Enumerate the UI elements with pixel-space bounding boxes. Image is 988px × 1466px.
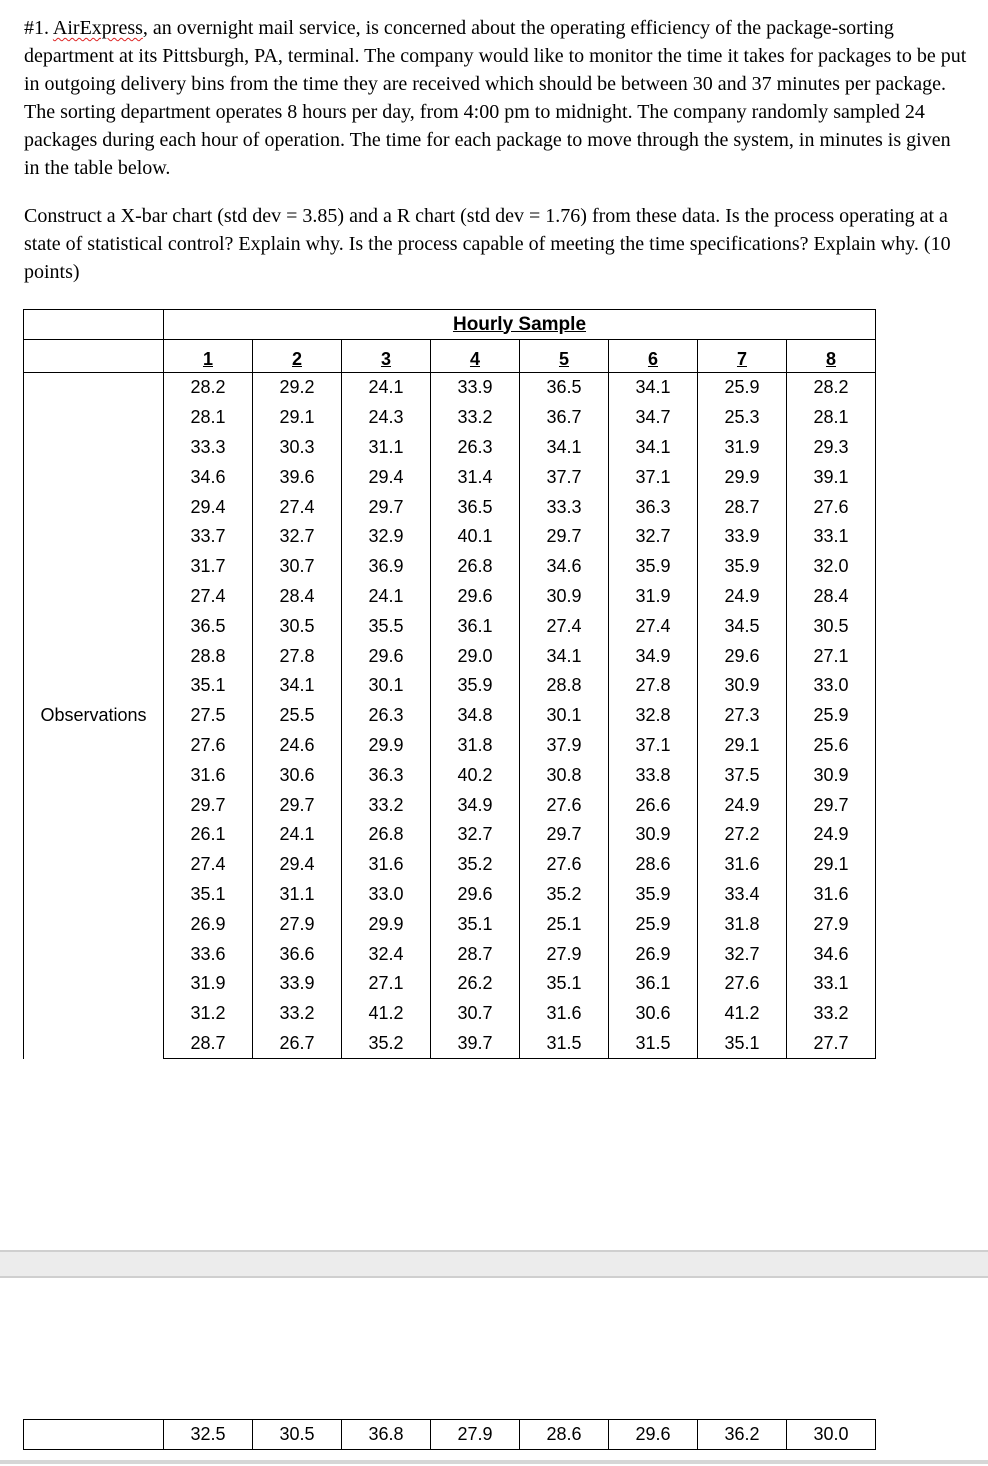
sample-number-cell	[787, 340, 876, 373]
hourly-sample-header	[164, 310, 876, 340]
observation-cell: 32.0	[787, 552, 876, 582]
summary-cell: 36.8	[342, 1420, 431, 1450]
observation-cell: 35.9	[609, 552, 698, 582]
observation-cell: 31.6	[698, 850, 787, 880]
observation-cell: 27.6	[698, 969, 787, 999]
sample-number: 2	[291, 349, 302, 369]
observation-cell: 27.6	[520, 790, 609, 820]
observation-cell: 33.2	[787, 999, 876, 1029]
observation-cell: 39.1	[787, 462, 876, 492]
observation-cell: 24.1	[253, 820, 342, 850]
observation-cell: 37.5	[698, 760, 787, 790]
observation-cell: 33.9	[431, 373, 520, 403]
observation-cell: 34.6	[520, 552, 609, 582]
sample-number-cell	[520, 340, 609, 373]
observation-cell: 32.9	[342, 522, 431, 552]
observation-cell: 27.6	[787, 492, 876, 522]
observation-cell: 28.4	[253, 582, 342, 612]
observation-cell: 33.6	[164, 939, 253, 969]
observation-cell: 34.7	[609, 403, 698, 433]
header-corner-cell	[24, 310, 164, 340]
observations-table	[23, 309, 876, 1059]
observation-cell: 36.5	[431, 492, 520, 522]
observation-cell: 26.8	[431, 552, 520, 582]
observation-cell: 34.8	[431, 701, 520, 731]
observation-cell: 27.4	[520, 611, 609, 641]
observation-cell: 28.8	[164, 641, 253, 671]
observation-cell: 24.9	[787, 820, 876, 850]
bottom-separator	[0, 1460, 988, 1464]
observation-cell: 37.1	[609, 462, 698, 492]
observation-cell: 35.1	[698, 1029, 787, 1059]
sample-number: 4	[469, 349, 480, 369]
observation-cell: 36.6	[253, 939, 342, 969]
observation-cell: 26.8	[342, 820, 431, 850]
observation-cell: 37.7	[520, 462, 609, 492]
observation-cell: 36.5	[164, 611, 253, 641]
observation-cell: 26.3	[342, 701, 431, 731]
observation-cell: 31.9	[698, 433, 787, 463]
observation-cell: 27.1	[342, 969, 431, 999]
summary-cell: 27.9	[431, 1420, 520, 1450]
observation-cell: 29.9	[698, 462, 787, 492]
observation-cell: 34.5	[698, 611, 787, 641]
observation-cell: 31.6	[787, 880, 876, 910]
observation-cell: 29.9	[342, 731, 431, 761]
observation-cell: 30.1	[342, 671, 431, 701]
observation-cell: 30.7	[253, 552, 342, 582]
observation-cell: 24.9	[698, 582, 787, 612]
summary-row	[24, 1420, 876, 1450]
sample-number: 8	[825, 349, 836, 369]
observation-cell: 31.6	[164, 760, 253, 790]
observation-cell: 31.2	[164, 999, 253, 1029]
observation-cell: 40.1	[431, 522, 520, 552]
table-row	[24, 373, 876, 403]
number-row-label-cell	[24, 340, 164, 373]
sample-number: 5	[558, 349, 569, 369]
observation-cell: 33.3	[164, 433, 253, 463]
observation-cell: 41.2	[698, 999, 787, 1029]
observation-cell: 32.4	[342, 939, 431, 969]
observation-cell: 27.8	[253, 641, 342, 671]
observation-cell: 31.5	[520, 1029, 609, 1059]
observation-cell: 33.2	[253, 999, 342, 1029]
observation-cell: 28.1	[787, 403, 876, 433]
observation-cell: 27.5	[164, 701, 253, 731]
observation-cell: 30.3	[253, 433, 342, 463]
sample-number-cell	[698, 340, 787, 373]
observation-cell: 34.6	[164, 462, 253, 492]
observation-cell: 25.1	[520, 909, 609, 939]
observation-cell: 28.8	[520, 671, 609, 701]
observation-cell: 26.3	[431, 433, 520, 463]
sample-number: 1	[202, 349, 213, 369]
observation-cell: 34.1	[253, 671, 342, 701]
observation-cell: 33.1	[787, 969, 876, 999]
observation-cell: 28.2	[787, 373, 876, 403]
observation-cell: 29.3	[787, 433, 876, 463]
observation-cell: 28.7	[164, 1029, 253, 1059]
observation-cell: 30.6	[609, 999, 698, 1029]
observation-cell: 32.7	[431, 820, 520, 850]
observation-cell: 27.7	[787, 1029, 876, 1059]
observation-cell: 31.5	[609, 1029, 698, 1059]
sample-number: 6	[647, 349, 658, 369]
observation-cell: 33.0	[342, 880, 431, 910]
observation-cell: 30.5	[787, 611, 876, 641]
observation-cell: 28.4	[787, 582, 876, 612]
summary-table	[23, 1419, 876, 1450]
observation-cell: 36.3	[609, 492, 698, 522]
observation-cell: 28.7	[431, 939, 520, 969]
observation-cell: 29.7	[342, 492, 431, 522]
observation-cell: 29.4	[253, 850, 342, 880]
observation-cell: 25.3	[698, 403, 787, 433]
sample-number-cell	[164, 340, 253, 373]
observation-cell: 27.9	[787, 909, 876, 939]
observation-cell: 32.8	[609, 701, 698, 731]
observation-cell: 41.2	[342, 999, 431, 1029]
observation-cell: 36.1	[609, 969, 698, 999]
observation-cell: 29.7	[164, 790, 253, 820]
observation-cell: 33.9	[253, 969, 342, 999]
observation-cell: 30.8	[520, 760, 609, 790]
summary-label-cell	[24, 1420, 164, 1450]
observation-cell: 34.1	[609, 433, 698, 463]
observation-cell: 31.1	[253, 880, 342, 910]
observation-cell: 30.1	[520, 701, 609, 731]
observation-cell: 36.5	[520, 373, 609, 403]
observation-cell: 31.8	[431, 731, 520, 761]
observation-cell: 35.9	[609, 880, 698, 910]
observation-cell: 35.9	[431, 671, 520, 701]
observation-cell: 29.7	[520, 820, 609, 850]
observation-cell: 25.9	[698, 373, 787, 403]
observation-cell: 27.6	[520, 850, 609, 880]
sample-number-cell	[609, 340, 698, 373]
observation-cell: 25.5	[253, 701, 342, 731]
table-header-row	[24, 310, 876, 340]
observation-cell: 24.9	[698, 790, 787, 820]
observation-cell: 29.6	[431, 582, 520, 612]
observation-cell: 34.9	[431, 790, 520, 820]
observation-cell: 25.9	[787, 701, 876, 731]
observation-cell: 28.1	[164, 403, 253, 433]
observation-cell: 39.6	[253, 462, 342, 492]
observation-cell: 29.2	[253, 373, 342, 403]
observation-cell: 29.4	[164, 492, 253, 522]
observation-cell: 40.2	[431, 760, 520, 790]
observation-cell: 31.7	[164, 552, 253, 582]
observation-cell: 27.4	[164, 850, 253, 880]
problem-question: Construct a X-bar chart (std dev = 3.85) and a R chart (std dev = 1.76) from these data. Is the process operating at a state of statistical control? Explain why. Is the process capable of meeting the time specifications? Explain why. (10 points)	[24, 205, 951, 283]
observation-cell: 33.1	[787, 522, 876, 552]
observation-cell: 28.7	[698, 492, 787, 522]
sample-number: 3	[380, 349, 391, 369]
observation-cell: 29.9	[342, 909, 431, 939]
observation-cell: 37.9	[520, 731, 609, 761]
observation-cell: 27.6	[164, 731, 253, 761]
observation-cell: 30.9	[787, 760, 876, 790]
observation-cell: 26.7	[253, 1029, 342, 1059]
observation-cell: 27.4	[609, 611, 698, 641]
company-name: AirExpress	[52, 17, 143, 39]
observation-cell: 28.2	[164, 373, 253, 403]
observation-cell: 33.3	[520, 492, 609, 522]
observation-cell: 35.2	[342, 1029, 431, 1059]
observation-cell: 29.1	[698, 731, 787, 761]
observation-cell: 31.9	[164, 969, 253, 999]
observation-cell: 35.1	[431, 909, 520, 939]
observation-cell: 26.6	[609, 790, 698, 820]
problem-number: #1.	[24, 17, 49, 39]
summary-cell: 28.6	[520, 1420, 609, 1450]
observation-cell: 27.9	[253, 909, 342, 939]
summary-cell: 36.2	[698, 1420, 787, 1450]
observation-cell: 29.7	[253, 790, 342, 820]
observation-cell: 29.1	[253, 403, 342, 433]
observation-cell: 35.2	[431, 850, 520, 880]
sample-number: 7	[736, 349, 747, 369]
observation-cell: 34.1	[609, 373, 698, 403]
observation-cell: 29.6	[342, 641, 431, 671]
summary-cell: 29.6	[609, 1420, 698, 1450]
observation-cell: 37.1	[609, 731, 698, 761]
observation-cell: 33.4	[698, 880, 787, 910]
observation-cell: 33.9	[698, 522, 787, 552]
observation-cell: 29.4	[342, 462, 431, 492]
observation-cell: 24.3	[342, 403, 431, 433]
sample-number-cell	[431, 340, 520, 373]
observation-cell: 35.9	[698, 552, 787, 582]
observation-cell: 34.1	[520, 433, 609, 463]
observation-cell: 28.6	[609, 850, 698, 880]
observation-cell: 33.2	[342, 790, 431, 820]
observation-cell: 30.9	[520, 582, 609, 612]
observation-cell: 36.9	[342, 552, 431, 582]
observation-cell: 31.9	[609, 582, 698, 612]
observation-cell: 24.1	[342, 582, 431, 612]
observation-cell: 30.7	[431, 999, 520, 1029]
observation-cell: 29.6	[431, 880, 520, 910]
observation-cell: 35.1	[164, 671, 253, 701]
observation-cell: 32.7	[253, 522, 342, 552]
observation-cell: 31.6	[342, 850, 431, 880]
sample-number-cell	[342, 340, 431, 373]
observation-cell: 33.0	[787, 671, 876, 701]
observation-cell: 33.8	[609, 760, 698, 790]
observation-cell: 25.9	[609, 909, 698, 939]
page-separator	[0, 1250, 988, 1278]
summary-cell: 30.5	[253, 1420, 342, 1450]
observation-cell: 27.2	[698, 820, 787, 850]
observation-cell: 35.1	[164, 880, 253, 910]
observation-cell: 36.3	[342, 760, 431, 790]
observation-cell: 36.7	[520, 403, 609, 433]
observation-cell: 31.6	[520, 999, 609, 1029]
observation-cell: 29.1	[787, 850, 876, 880]
observation-cell: 34.9	[609, 641, 698, 671]
observation-cell: 39.7	[431, 1029, 520, 1059]
observation-cell: 34.6	[787, 939, 876, 969]
observation-cell: 31.4	[431, 462, 520, 492]
observation-cell: 27.4	[164, 582, 253, 612]
observation-cell: 24.6	[253, 731, 342, 761]
summary-cell: 30.0	[787, 1420, 876, 1450]
observation-cell: 31.8	[698, 909, 787, 939]
problem-statement	[24, 14, 968, 182]
observation-cell: 27.3	[698, 701, 787, 731]
observation-cell: 26.2	[431, 969, 520, 999]
observation-cell: 30.9	[698, 671, 787, 701]
observation-cell: 35.2	[520, 880, 609, 910]
observation-cell: 27.9	[520, 939, 609, 969]
sample-number-row	[24, 340, 876, 373]
sample-number-cell	[253, 340, 342, 373]
observations-label: Observations	[24, 373, 164, 1059]
observation-cell: 29.7	[787, 790, 876, 820]
observation-cell: 24.1	[342, 373, 431, 403]
observation-cell: 32.7	[698, 939, 787, 969]
observation-cell: 31.1	[342, 433, 431, 463]
observation-cell: 26.1	[164, 820, 253, 850]
observation-cell: 27.8	[609, 671, 698, 701]
observation-cell: 36.1	[431, 611, 520, 641]
problem-text: , an overnight mail service, is concerned about the operating efficiency of the package-sorting department at its Pittsburgh, PA, terminal. The company would like to monitor the time it takes for packages to be put in outgoing delivery bins from the time they are received which should be between 30 and 37 minutes per package. The sorting department operates 8 hours per day, from 4:00 pm to midnight. The company randomly sampled 24 packages during each hour of operation. The time for each package to move through the system, in minutes is given in the table below.	[24, 17, 967, 179]
observation-cell: 29.6	[698, 641, 787, 671]
hourly-sample-title: Hourly Sample	[452, 313, 587, 335]
observation-cell: 30.5	[253, 611, 342, 641]
observation-cell: 29.0	[431, 641, 520, 671]
summary-cell: 32.5	[164, 1420, 253, 1450]
observation-cell: 25.6	[787, 731, 876, 761]
observation-cell: 35.5	[342, 611, 431, 641]
observation-cell: 32.7	[609, 522, 698, 552]
observation-cell: 29.7	[520, 522, 609, 552]
observation-cell: 35.1	[520, 969, 609, 999]
observation-cell: 26.9	[164, 909, 253, 939]
observation-cell: 26.9	[609, 939, 698, 969]
observation-cell: 27.4	[253, 492, 342, 522]
observation-cell: 27.1	[787, 641, 876, 671]
observation-cell: 34.1	[520, 641, 609, 671]
observation-cell: 33.2	[431, 403, 520, 433]
observation-cell: 30.9	[609, 820, 698, 850]
observation-cell: 33.7	[164, 522, 253, 552]
observation-cell: 30.6	[253, 760, 342, 790]
